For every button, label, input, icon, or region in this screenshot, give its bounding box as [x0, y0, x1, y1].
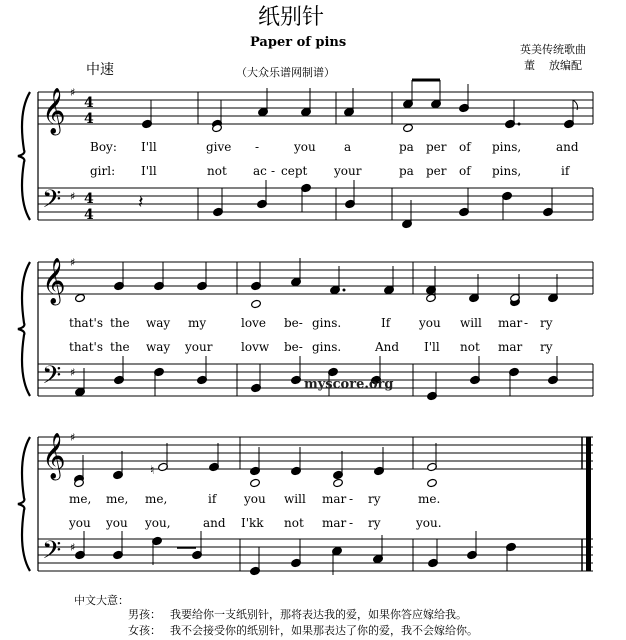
lyric: pa	[399, 140, 414, 154]
key-sharp-icon: ♯	[70, 190, 76, 203]
key-sharp-icon: ♯	[70, 86, 76, 99]
lyric: mar	[498, 340, 523, 354]
translation-girl-text: 我不会接受你的纸别针，如果那表达了你的爱，我不会嫁给你。	[170, 624, 478, 637]
lyric: me,	[69, 492, 92, 506]
note-head	[251, 299, 262, 308]
lyric: give	[206, 140, 232, 154]
arranger-credit: 董 放编配	[524, 59, 582, 72]
treble-clef-icon: 𝄞	[42, 258, 66, 304]
lyric: you,	[145, 516, 171, 530]
watermark: myscore.org	[304, 377, 394, 392]
lyric: not	[207, 164, 227, 178]
translation-girl-label: 女孩：	[128, 624, 161, 637]
lyric: -	[524, 316, 529, 330]
lyric: be-	[284, 340, 303, 354]
lyric: if	[561, 164, 570, 178]
treble-clef-icon: 𝄞	[42, 88, 66, 134]
lyric: your	[334, 164, 362, 178]
lyric: of	[459, 140, 471, 154]
lyric: girl:	[90, 164, 116, 178]
lyric: way	[146, 340, 171, 354]
lyric: of	[459, 164, 471, 178]
time-signature-denominator: 4	[84, 207, 94, 223]
lyric: you	[69, 516, 91, 530]
lyric: lovw	[241, 340, 270, 354]
lyric: pins,	[492, 140, 522, 154]
lyric: and	[556, 140, 579, 154]
grand-staff-brace	[18, 437, 30, 571]
lyric: I'll	[141, 164, 157, 178]
lyric: if	[208, 492, 217, 506]
lyric: the	[110, 316, 130, 330]
lyric: you	[419, 316, 441, 330]
natural-sign-icon: ♮	[150, 463, 155, 477]
lyric: way	[146, 316, 171, 330]
lyric: -	[349, 492, 354, 506]
lyric: -	[255, 140, 260, 154]
bass-clef-icon: 𝄢	[42, 536, 62, 571]
lyric: the	[110, 340, 130, 354]
lyric: you	[106, 516, 128, 530]
lyric: pins,	[492, 164, 522, 178]
lyric: ry	[368, 492, 381, 506]
lyric: mar	[498, 316, 523, 330]
lyric: If	[381, 316, 391, 330]
translation-boy-text: 我要给你一支纸别针，那将表达我的爱，如果你答应嫁给我。	[170, 608, 467, 621]
lyric: mar	[322, 516, 347, 530]
composer-origin: 英美传统歌曲	[520, 43, 586, 56]
note-head	[333, 478, 344, 487]
lyric: gins.	[312, 340, 342, 354]
translation-heading: 中文大意：	[74, 594, 129, 607]
lyric: mar	[322, 492, 347, 506]
lyric: gins.	[312, 316, 342, 330]
note-head	[403, 123, 414, 132]
grand-staff-brace	[18, 92, 30, 220]
source-credit: （大众乐谱网制谱）	[236, 66, 335, 79]
lyric: per	[426, 164, 447, 178]
lyric: ry	[368, 516, 381, 530]
bass-clef-icon: 𝄢	[42, 361, 62, 396]
lyric: I'll	[424, 340, 440, 354]
lyric: that's	[69, 316, 103, 330]
time-signature-numerator: 4	[84, 95, 94, 111]
final-bar-line	[586, 437, 591, 571]
time-signature-denominator: 4	[84, 111, 94, 127]
lyric: not	[460, 340, 480, 354]
lyric: your	[185, 340, 213, 354]
lyric: per	[426, 140, 447, 154]
english-title: Paper of pins	[250, 35, 347, 50]
treble-clef-icon: 𝄞	[42, 433, 66, 479]
key-sharp-icon: ♯	[70, 366, 76, 379]
lyric: love	[241, 316, 266, 330]
page-title: 纸别针	[258, 5, 325, 30]
lyric: ry	[540, 340, 553, 354]
lyric: you	[294, 140, 316, 154]
dot	[343, 289, 346, 292]
lyric: be-	[284, 316, 303, 330]
lyric: you.	[416, 516, 442, 530]
lyric: a	[344, 140, 352, 154]
lyric: I'kk	[241, 516, 264, 530]
key-sharp-icon: ♯	[70, 256, 76, 269]
dot	[518, 123, 521, 126]
note-head	[75, 293, 86, 302]
lyric: will	[284, 492, 306, 506]
lyric: not	[284, 516, 304, 530]
lyric: that's	[69, 340, 103, 354]
quarter-rest-icon: 𝄽	[138, 192, 144, 213]
lyric: ac	[253, 164, 267, 178]
lyric: ry	[540, 316, 553, 330]
translation-boy-label: 男孩：	[128, 608, 161, 621]
note-head	[427, 478, 438, 487]
note-head	[250, 478, 261, 487]
lyric: Boy:	[90, 140, 117, 154]
lyric: will	[460, 316, 482, 330]
lyric: And	[375, 340, 400, 354]
bass-clef-icon: 𝄢	[42, 185, 62, 220]
key-sharp-icon: ♯	[70, 431, 76, 444]
lyric: me,	[106, 492, 129, 506]
lyric: -	[349, 516, 354, 530]
lyric: you	[244, 492, 266, 506]
lyric: and	[203, 516, 226, 530]
tempo-marking: 中速	[86, 62, 114, 78]
lyric: me,	[145, 492, 168, 506]
lyric: I'll	[141, 140, 157, 154]
time-signature-numerator: 4	[84, 191, 94, 207]
lyric: me.	[418, 492, 441, 506]
lyric: my	[188, 316, 207, 330]
lyric: pa	[399, 164, 414, 178]
lyric: cept	[281, 164, 308, 178]
lyric: -	[271, 164, 276, 178]
key-sharp-icon: ♯	[70, 541, 76, 554]
grand-staff-brace	[18, 262, 30, 396]
